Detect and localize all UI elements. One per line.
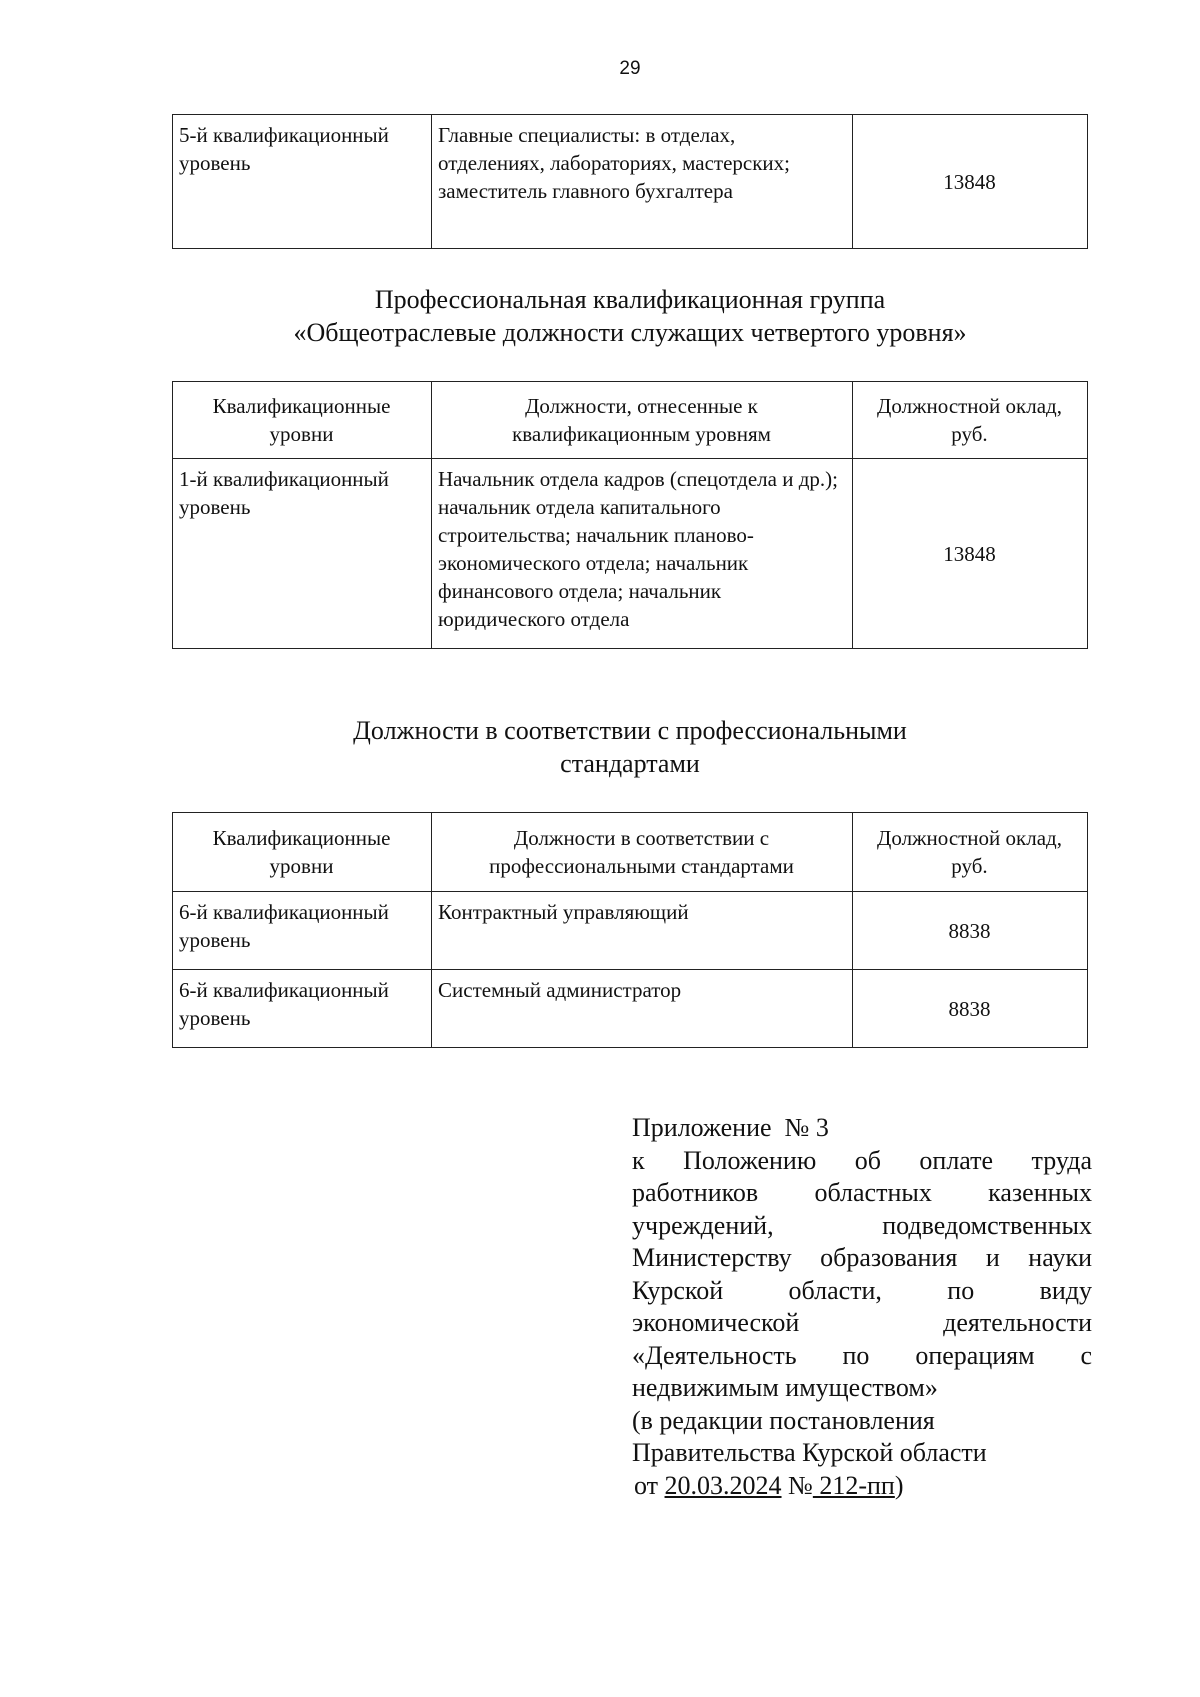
header-salary: Должностной оклад, руб. — [853, 382, 1088, 459]
table-row — [173, 892, 1088, 970]
table-fourth-level — [172, 381, 1088, 649]
positions-cell: Начальник отдела кадров (спецотдела и др.); начальник отдела капитального строительства; начальник планово-экономического отдела; начальник финансового отдела; начальник юридического отдела — [432, 459, 853, 649]
appendix-line: учреждений, подведомственных — [632, 1210, 1092, 1240]
salary-cell: 8838 — [853, 970, 1088, 1048]
level-cell: 6-й квалификационный уровень — [173, 892, 432, 970]
salary-cell: 8838 — [853, 892, 1088, 970]
header-level: Квалификационные уровни — [173, 813, 432, 892]
table-header-row — [173, 382, 1088, 459]
appendix-edition: (в редакции постановления — [632, 1405, 935, 1435]
header-level: Квалификационные уровни — [173, 382, 432, 459]
table-row — [173, 459, 1088, 649]
appendix-title: Приложение № 3 — [632, 1113, 829, 1142]
heading-line: Профессиональная квалификационная группа — [374, 285, 886, 314]
close-paren: ) — [894, 1470, 904, 1500]
table-professional-standards — [172, 812, 1088, 1048]
date-prefix: от — [634, 1470, 665, 1500]
appendix-date-line — [632, 1470, 1092, 1503]
section-heading-pkg — [160, 283, 1100, 349]
heading-line: «Общеотраслевые должности служащих четвертого уровня» — [293, 318, 967, 347]
header-positions: Должности в соответствии с профессиональными стандартами — [432, 813, 853, 892]
appendix-line: к Положению об оплате труда — [632, 1145, 1092, 1175]
header-salary: Должностной оклад, руб. — [853, 813, 1088, 892]
appendix-line: экономической деятельности — [632, 1308, 1092, 1337]
table-header-row — [173, 813, 1088, 892]
salary-cell: 13848 — [853, 459, 1088, 649]
heading-line: Должности в соответствии с профессиональными — [353, 716, 907, 745]
appendix-line: работников областных казенных — [632, 1178, 1092, 1207]
table-continuation — [172, 114, 1088, 249]
appendix-line: Курской области, по виду — [632, 1275, 1092, 1305]
header-positions: Должности, отнесенные к квалификационным уровням — [432, 382, 853, 459]
table-row — [173, 970, 1088, 1048]
appendix-edition: Правительства Курской области — [632, 1438, 987, 1467]
positions-cell: Главные специалисты: в отделах, отделениях, лабораториях, мастерских; заместитель главного бухгалтера — [432, 115, 853, 249]
positions-cell: Системный администратор — [432, 970, 853, 1048]
section-heading-standards — [160, 714, 1100, 780]
heading-line: стандартами — [560, 749, 700, 778]
level-cell: 6-й квалификационный уровень — [173, 970, 432, 1048]
appendix-block — [632, 1112, 1092, 1502]
decree-date: 20.03.2024 — [664, 1470, 782, 1500]
appendix-line: недвижимым имуществом» — [632, 1373, 938, 1402]
decree-number: 212-пп — [812, 1470, 895, 1500]
appendix-line: «Деятельность по операциям с — [632, 1340, 1092, 1370]
level-cell: 1-й квалификационный уровень — [173, 459, 432, 649]
positions-cell: Контрактный управляющий — [432, 892, 853, 970]
page-number: 29 — [619, 58, 641, 79]
salary-cell: 13848 — [853, 115, 1088, 249]
appendix-line: Министерству образования и науки — [632, 1243, 1092, 1272]
table-row — [173, 115, 1088, 249]
number-sign: № — [781, 1470, 813, 1500]
level-cell: 5-й квалификационный уровень — [173, 115, 432, 249]
